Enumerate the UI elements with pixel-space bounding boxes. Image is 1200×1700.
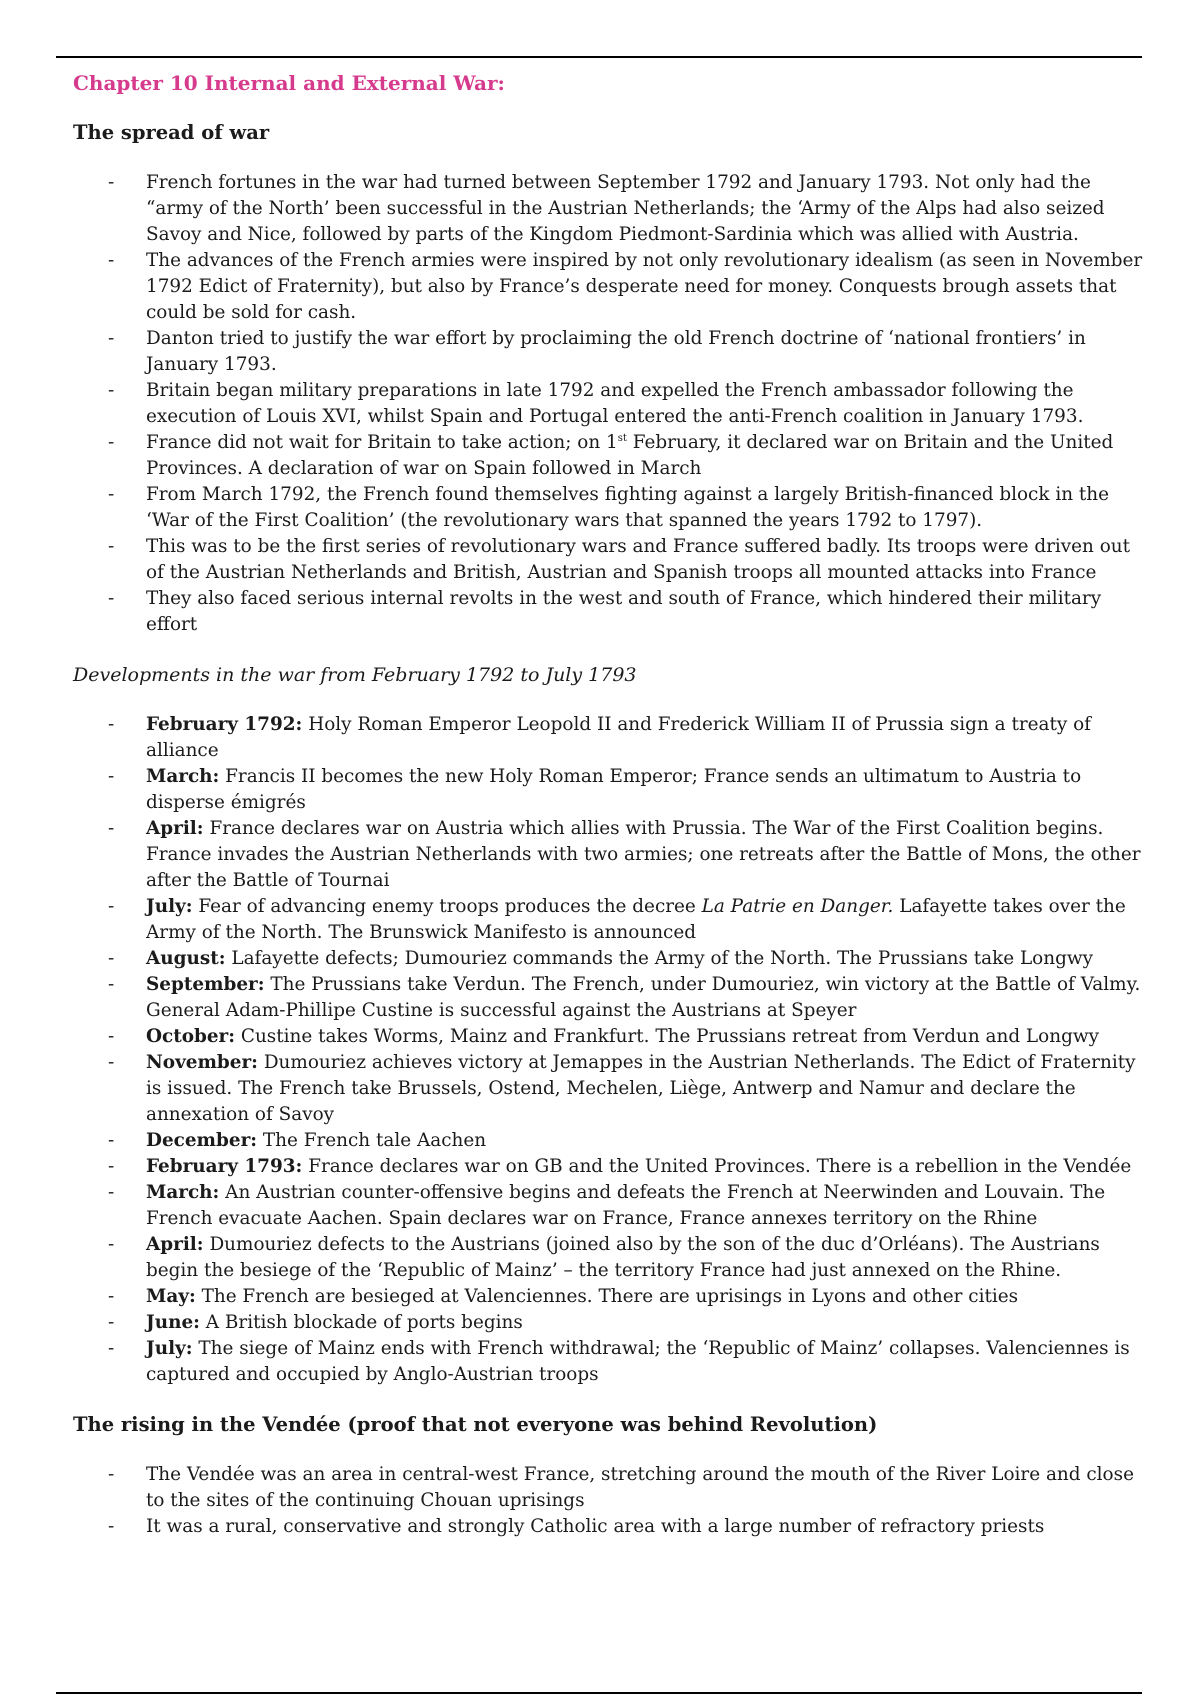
list-item: - February 1792: Holy Roman Emperor Leopold II and Frederick William II of Prussia sign a treaty of alliance xyxy=(108,714,1091,761)
bullet-dash: - xyxy=(108,1464,115,1485)
bullet-dash: - xyxy=(108,766,115,787)
list-item: - This was to be the first series of revolutionary wars and France suffered badly. Its troops were driven out of the Austrian Netherlands and British, Austrian and Spanish troops all mounted attacks into France xyxy=(108,536,1131,583)
bullet-dash: - xyxy=(108,1052,115,1073)
list-item: - March: Francis II becomes the new Holy Roman Emperor; France sends an ultimatum to Austria to disperse émigrés xyxy=(108,766,1082,813)
bullet-dash: - xyxy=(108,1312,115,1333)
top-rule xyxy=(56,56,1142,58)
list-item: - April: France declares war on Austria which allies with Prussia. The War of the First Coalition begins. France invades the Austrian Netherlands with two armies; one retreats after the Battle of Mons, the other after the Battle of Tournai xyxy=(108,818,1141,891)
bullet-dash: - xyxy=(108,172,115,193)
list-item: - It was a rural, conservative and strongly Catholic area with a large number of refractory priests xyxy=(73,1514,1153,1540)
list-item: - French fortunes in the war had turned between September 1792 and January 1793. Not only had the “army of the North’ been successful in the Austrian Netherlands; the ‘Army of the Alps had also seized Savoy and Nice, followed by parts of the Kingdom Piedmont-Sardinia which was allied with Austria. xyxy=(108,172,1105,245)
date-term: April: xyxy=(146,818,204,839)
list-item: - They also faced serious internal revolts in the west and south of France, which hindered their military effort xyxy=(108,588,1102,635)
date-term: April: xyxy=(146,1234,204,1255)
bullet-dash: - xyxy=(108,714,115,735)
date-term: November: xyxy=(146,1052,258,1073)
chapter-title: Chapter 10 Internal and External War: xyxy=(73,71,505,95)
list-item: - October: Custine takes Worms, Mainz and Frankfurt. The Prussians retreat from Verdun and Longwy xyxy=(73,1024,1153,1050)
list-item: - The Vendée was an area in central-west France, stretching around the mouth of the River Loire and close to the sites of the continuing Chouan uprisings xyxy=(108,1464,1134,1511)
bullet-dash: - xyxy=(108,974,115,995)
date-term: September: xyxy=(146,974,265,995)
bullet-list-spread-of-war xyxy=(73,170,1153,638)
list-item: - April: Dumouriez defects to the Austrians (joined also by the son of the duc d’Orléans). The Austrians begin the besiege of the ‘Republic of Mainz’ – the territory France had just annexed on the Rhine. xyxy=(108,1234,1100,1281)
list-item: - March: An Austrian counter-offensive begins and defeats the French at Neerwinden and Louvain. The French evacuate Aachen. Spain declares war on France, France annexes territory on the Rhine xyxy=(108,1182,1106,1229)
bullet-dash: - xyxy=(108,250,115,271)
bullet-dash: - xyxy=(108,1130,115,1151)
bottom-rule xyxy=(56,1692,1142,1694)
list-item: - February 1793: France declares war on GB and the United Provinces. There is a rebellion in the Vendée xyxy=(73,1154,1153,1180)
list-item: - June: A British blockade of ports begins xyxy=(73,1310,1153,1336)
section-subheading-developments: Developments in the war from February 1792 to July 1793 xyxy=(73,664,637,686)
bullet-dash: - xyxy=(108,1234,115,1255)
document-body xyxy=(73,70,1153,1564)
list-item: - July: Fear of advancing enemy troops produces the decree La Patrie en Danger. Lafayette takes over the Army of the North. The Brunswick Manifesto is announced xyxy=(108,896,1126,943)
bullet-dash: - xyxy=(108,896,115,917)
date-term: October: xyxy=(146,1026,236,1047)
date-term: March: xyxy=(146,766,220,787)
superscript: st xyxy=(617,432,627,444)
date-term: July: xyxy=(146,1338,193,1359)
bullet-dash: - xyxy=(108,1026,115,1047)
list-item: - December: The French tale Aachen xyxy=(73,1128,1153,1154)
date-term: August: xyxy=(146,948,226,969)
bullet-dash: - xyxy=(108,432,115,453)
bullet-dash: - xyxy=(108,328,115,349)
bullet-dash: - xyxy=(108,818,115,839)
bullet-dash: - xyxy=(108,588,115,609)
bullet-dash: - xyxy=(108,380,115,401)
bullet-dash: - xyxy=(108,1156,115,1177)
date-term: February 1793: xyxy=(146,1156,303,1177)
decree-title: La Patrie en Danger. xyxy=(701,896,894,917)
bullet-dash: - xyxy=(108,1338,115,1359)
list-item: - September: The Prussians take Verdun. The French, under Dumouriez, win victory at the Battle of Valmy. General Adam-Phillipe Custine is successful against the Austrians at Speyer xyxy=(108,974,1141,1021)
bullet-dash: - xyxy=(108,1516,115,1537)
list-item: - November: Dumouriez achieves victory at Jemappes in the Austrian Netherlands. The Edict of Fraternity is issued. The French take Brussels, Ostend, Mechelen, Liège, Antwerp and Namur and declare the annexation of Savoy xyxy=(108,1052,1136,1125)
date-term: June: xyxy=(146,1312,200,1333)
list-item: - May: The French are besieged at Valenciennes. There are uprisings in Lyons and other cities xyxy=(73,1284,1153,1310)
bullet-dash: - xyxy=(108,1182,115,1203)
bullet-dash: - xyxy=(108,948,115,969)
list-item: - Danton tried to justify the war effort by proclaiming the old French doctrine of ‘national frontiers’ in January 1793. xyxy=(108,328,1086,375)
date-term: February 1792: xyxy=(146,714,303,735)
bullet-list-developments xyxy=(73,712,1153,1388)
list-item: - From March 1792, the French found themselves fighting against a largely British-financed block in the ‘War of the First Coalition’ (the revolutionary wars that spanned the years 1792 to 1797). xyxy=(108,484,1110,531)
section-heading-vendee: The rising in the Vendée (proof that not everyone was behind Revolution) xyxy=(73,1413,878,1436)
list-item: - The advances of the French armies were inspired by not only revolutionary idealism (as seen in November 1792 Edict of Fraternity), but also by France’s desperate need for money. Conquests brough assets that could be sold for cash. xyxy=(108,250,1143,323)
list-item: - France did not wait for Britain to take action; on 1st February, it declared war on Britain and the United Provinces. A declaration of war on Spain followed in March xyxy=(108,432,1114,479)
date-term: July: xyxy=(146,896,193,917)
date-term: December: xyxy=(146,1130,258,1151)
date-term: May: xyxy=(146,1286,196,1307)
list-item: - August: Lafayette defects; Dumouriez commands the Army of the North. The Prussians take Longwy xyxy=(73,946,1153,972)
date-term: March: xyxy=(146,1182,220,1203)
bullet-dash: - xyxy=(108,536,115,557)
list-item: - July: The siege of Mainz ends with French withdrawal; the ‘Republic of Mainz’ collapses. Valenciennes is captured and occupied by Anglo-Austrian troops xyxy=(108,1338,1130,1385)
bullet-list-vendee xyxy=(73,1462,1153,1540)
list-item: - Britain began military preparations in late 1792 and expelled the French ambassador following the execution of Louis XVI, whilst Spain and Portugal entered the anti-French coalition in January 1793. xyxy=(108,380,1084,427)
section-heading-spread-of-war: The spread of war xyxy=(73,121,270,144)
bullet-dash: - xyxy=(108,484,115,505)
bullet-dash: - xyxy=(108,1286,115,1307)
